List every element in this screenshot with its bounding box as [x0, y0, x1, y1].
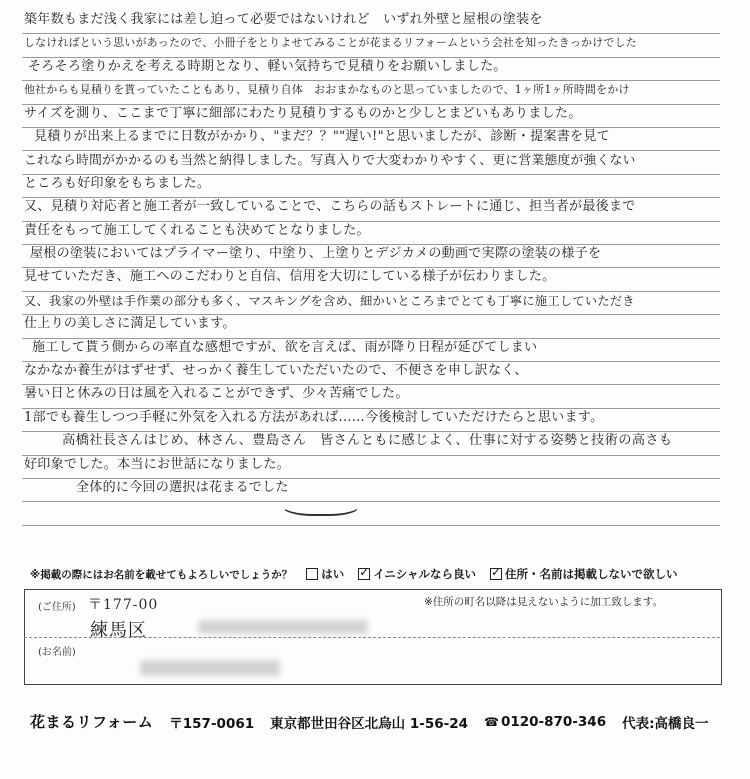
company-phone: 0120-870-346: [500, 713, 607, 730]
name-label: (お名前): [38, 647, 76, 658]
ruled-line: [22, 197, 720, 198]
ruled-line: [22, 57, 720, 58]
ruled-line: [22, 221, 720, 222]
address-divider: [24, 637, 720, 638]
consent-question: ※掲載の際にはお名前を載せてもよろしいでしょうか？: [30, 568, 293, 581]
letter-line: 高橋社長さんはじめ、林さん、豊島さん 皆さんともに感じよく、仕事に対する姿勢と技術の高さも: [62, 433, 673, 449]
letter-line: これなら時間がかかるのも当然と納得しました。写真入りで大変わかりやすく、更に営業態度が強くない: [24, 152, 636, 168]
ruled-line: [22, 525, 720, 526]
letter-line: 又、我家の外壁は手作業の部分も多く、マスキングを含め、細かいところまでとても丁寧に施工していただき: [24, 293, 635, 308]
ruled-line: [22, 501, 720, 502]
ruled-line: [22, 104, 720, 105]
letter-line: 築年数もまだ浅く我家には差し迫って必要ではないけれど いずれ外壁と屋根の塗装を: [24, 12, 543, 27]
ruled-line: [22, 291, 720, 292]
letter-line: 又、見積り対応者と施工者が一致していることで、こちらの話もストレートに通じ、担当者が最後まで: [24, 199, 636, 215]
letter-line: なかなか養生がはずせず、せっかく養生していただいたので、不便さを申し訳なく、: [24, 363, 528, 378]
phone-icon: ☎: [484, 714, 499, 729]
company-representative: 代表:高橋良一: [622, 715, 709, 732]
address-privacy-note: ※住所の町名以降は見えないように加工致します。: [424, 596, 663, 608]
ruled-line: [22, 150, 720, 151]
letter-line: 屋根の塗装においてはプライマー塗り、中塗り、上塗りとデジカメの動画で実際の塗装の様子を: [30, 246, 602, 261]
ruled-line: [22, 455, 720, 456]
ruled-line: [22, 174, 720, 175]
consent-option-yes-label: はい: [321, 567, 345, 581]
postal-code: 〒177-00: [88, 597, 159, 613]
letter-line: 見せていただき、施工へのこだわりと自信、信用を大切にしている様子が伝わりました。: [24, 269, 556, 285]
letter-line: 施工して貰う側からの率直な感想ですが、欲を言えば、雨が降り日程が延びてしまい: [32, 339, 538, 355]
consent-option-no-publish-label: 住所・名前は掲載しないで欲しい: [505, 567, 678, 581]
letter-line: 仕上りの美しさに満足しています。: [24, 316, 236, 332]
ruled-line: [22, 408, 720, 409]
letter-line: 他社からも見積りを貰っていたこともあり、見積り自体 おおまかなものと思っていましたので、1ヶ所1ヶ所時間をかけ: [24, 83, 630, 97]
letter-line: 見積りが出来上るまでに日数がかかり、"まだ？？""遅い!"と思いましたが、診断・提案書を見て: [34, 129, 610, 144]
address-ward: 練馬区: [90, 620, 147, 641]
letter-line: 1部でも養生しつつ手軽に外気を入れる方法があれば……今後検討していただけたらと思います。: [24, 409, 604, 425]
letter-line: 好印象でした。本当にお世話になりました。: [24, 456, 291, 472]
circled-word-underline: [282, 491, 360, 516]
ruled-line: [22, 267, 720, 268]
checkbox-no-publish[interactable]: [490, 565, 502, 580]
company-footer: [30, 711, 720, 732]
consent-option-yes[interactable]: [306, 566, 344, 582]
letter-line: 責任をもって施工してくれることも決めてとなりました。: [24, 222, 370, 238]
company-postal: 〒157-0061: [169, 715, 255, 732]
ruled-line: [22, 314, 720, 315]
ruled-line: [22, 244, 720, 245]
ruled-line: [22, 384, 720, 385]
letter-line: そろそろ塗りかえを考える時期となり、軽い気持ちで見積りをお願いしました。: [28, 58, 507, 74]
consent-option-initials-label: イニシャルなら良い: [373, 567, 477, 581]
ruled-line: [22, 127, 720, 128]
checkbox-yes[interactable]: [306, 568, 318, 580]
letter-line: ところも好印象をもちました。: [24, 175, 211, 191]
ruled-line: [22, 431, 720, 432]
letter-line: 全体的に今回の選択は花まるでした: [76, 480, 289, 495]
ruled-line: [22, 33, 720, 34]
consent-option-no-publish[interactable]: [490, 566, 678, 582]
address-label: (ご住所): [38, 602, 76, 613]
check-mark-icon: ✓: [359, 565, 370, 579]
letter-line: しなければという思いがあったので、小冊子をとりよせてみることが花まるリフォームという会社を知ったきっかけでした: [24, 36, 637, 50]
consent-question-row: [30, 566, 710, 582]
company-address: 東京都世田谷区北烏山 1-56-24: [270, 715, 468, 732]
redacted-address: [198, 620, 368, 634]
check-mark-icon: ✓: [491, 565, 502, 579]
ruled-line: [22, 80, 720, 81]
ruled-line: [22, 478, 720, 479]
letter-line: サイズを測り、ここまで丁寧に細部にわたり見積りするものかと少しとまどいもありました。: [24, 105, 582, 121]
ruled-line: [22, 361, 720, 362]
ruled-line: [22, 338, 720, 339]
letter-line: 暑い日と休みの日は風を入れることができず、少々苦痛でした。: [24, 386, 409, 402]
checkbox-initials[interactable]: [358, 565, 370, 580]
redacted-name: [140, 660, 280, 676]
consent-option-initials[interactable]: [358, 566, 476, 582]
company-brand: 花まるリフォーム: [30, 713, 154, 731]
company-phone-group: [484, 714, 606, 730]
